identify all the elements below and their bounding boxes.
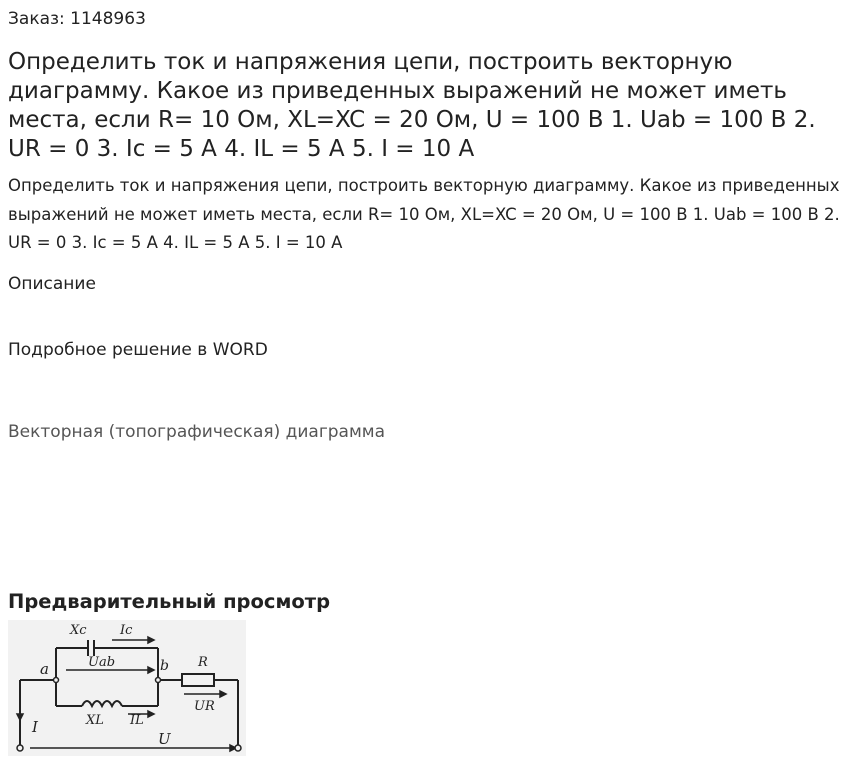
order-number: Заказ: 1148963 <box>8 9 146 29</box>
label-xc: Xc <box>70 623 87 638</box>
label-ur: UR <box>194 699 215 714</box>
section-heading-description: Описание <box>8 274 96 294</box>
label-xl: XL <box>86 713 104 728</box>
page-title: Определить ток и напряжения цепи, построить векторную диаграмму. Какое из приведенных выражений не может иметь места, если R= 10 Ом, XL=XC = 20 Ом, U = 100 В 1. Uab = 100 В 2. UR = 0 3. Ic = 5 А 4. IL = 5 А 5. I = 10 А <box>8 49 816 162</box>
label-r: R <box>198 655 208 670</box>
label-il: IL <box>130 713 144 728</box>
solution-text: Подробное решение в WORD <box>8 340 268 360</box>
label-u: U <box>158 730 171 748</box>
circuit-preview-image <box>8 620 246 756</box>
label-i: I <box>32 718 38 736</box>
circuit-diagram <box>8 620 246 756</box>
label-node-b: b <box>160 658 169 674</box>
task-description: Определить ток и напряжения цепи, построить векторную диаграмму. Какое из приведенных выражений не может иметь места, если R= 10 Ом, XL=XC = 20 Ом, U = 100 В 1. Uab = 100 В 2. UR = 0 3. Ic = 5 А 4. IL = 5 А 5. I = 10 А <box>8 176 840 252</box>
label-uab: Uab <box>88 655 116 670</box>
label-node-a: a <box>40 660 49 678</box>
preview-heading: Предварительный просмотр <box>8 590 331 613</box>
diagram-note: Векторная (топографическая) диаграмма <box>8 422 386 442</box>
label-ic: Ic <box>120 623 133 638</box>
